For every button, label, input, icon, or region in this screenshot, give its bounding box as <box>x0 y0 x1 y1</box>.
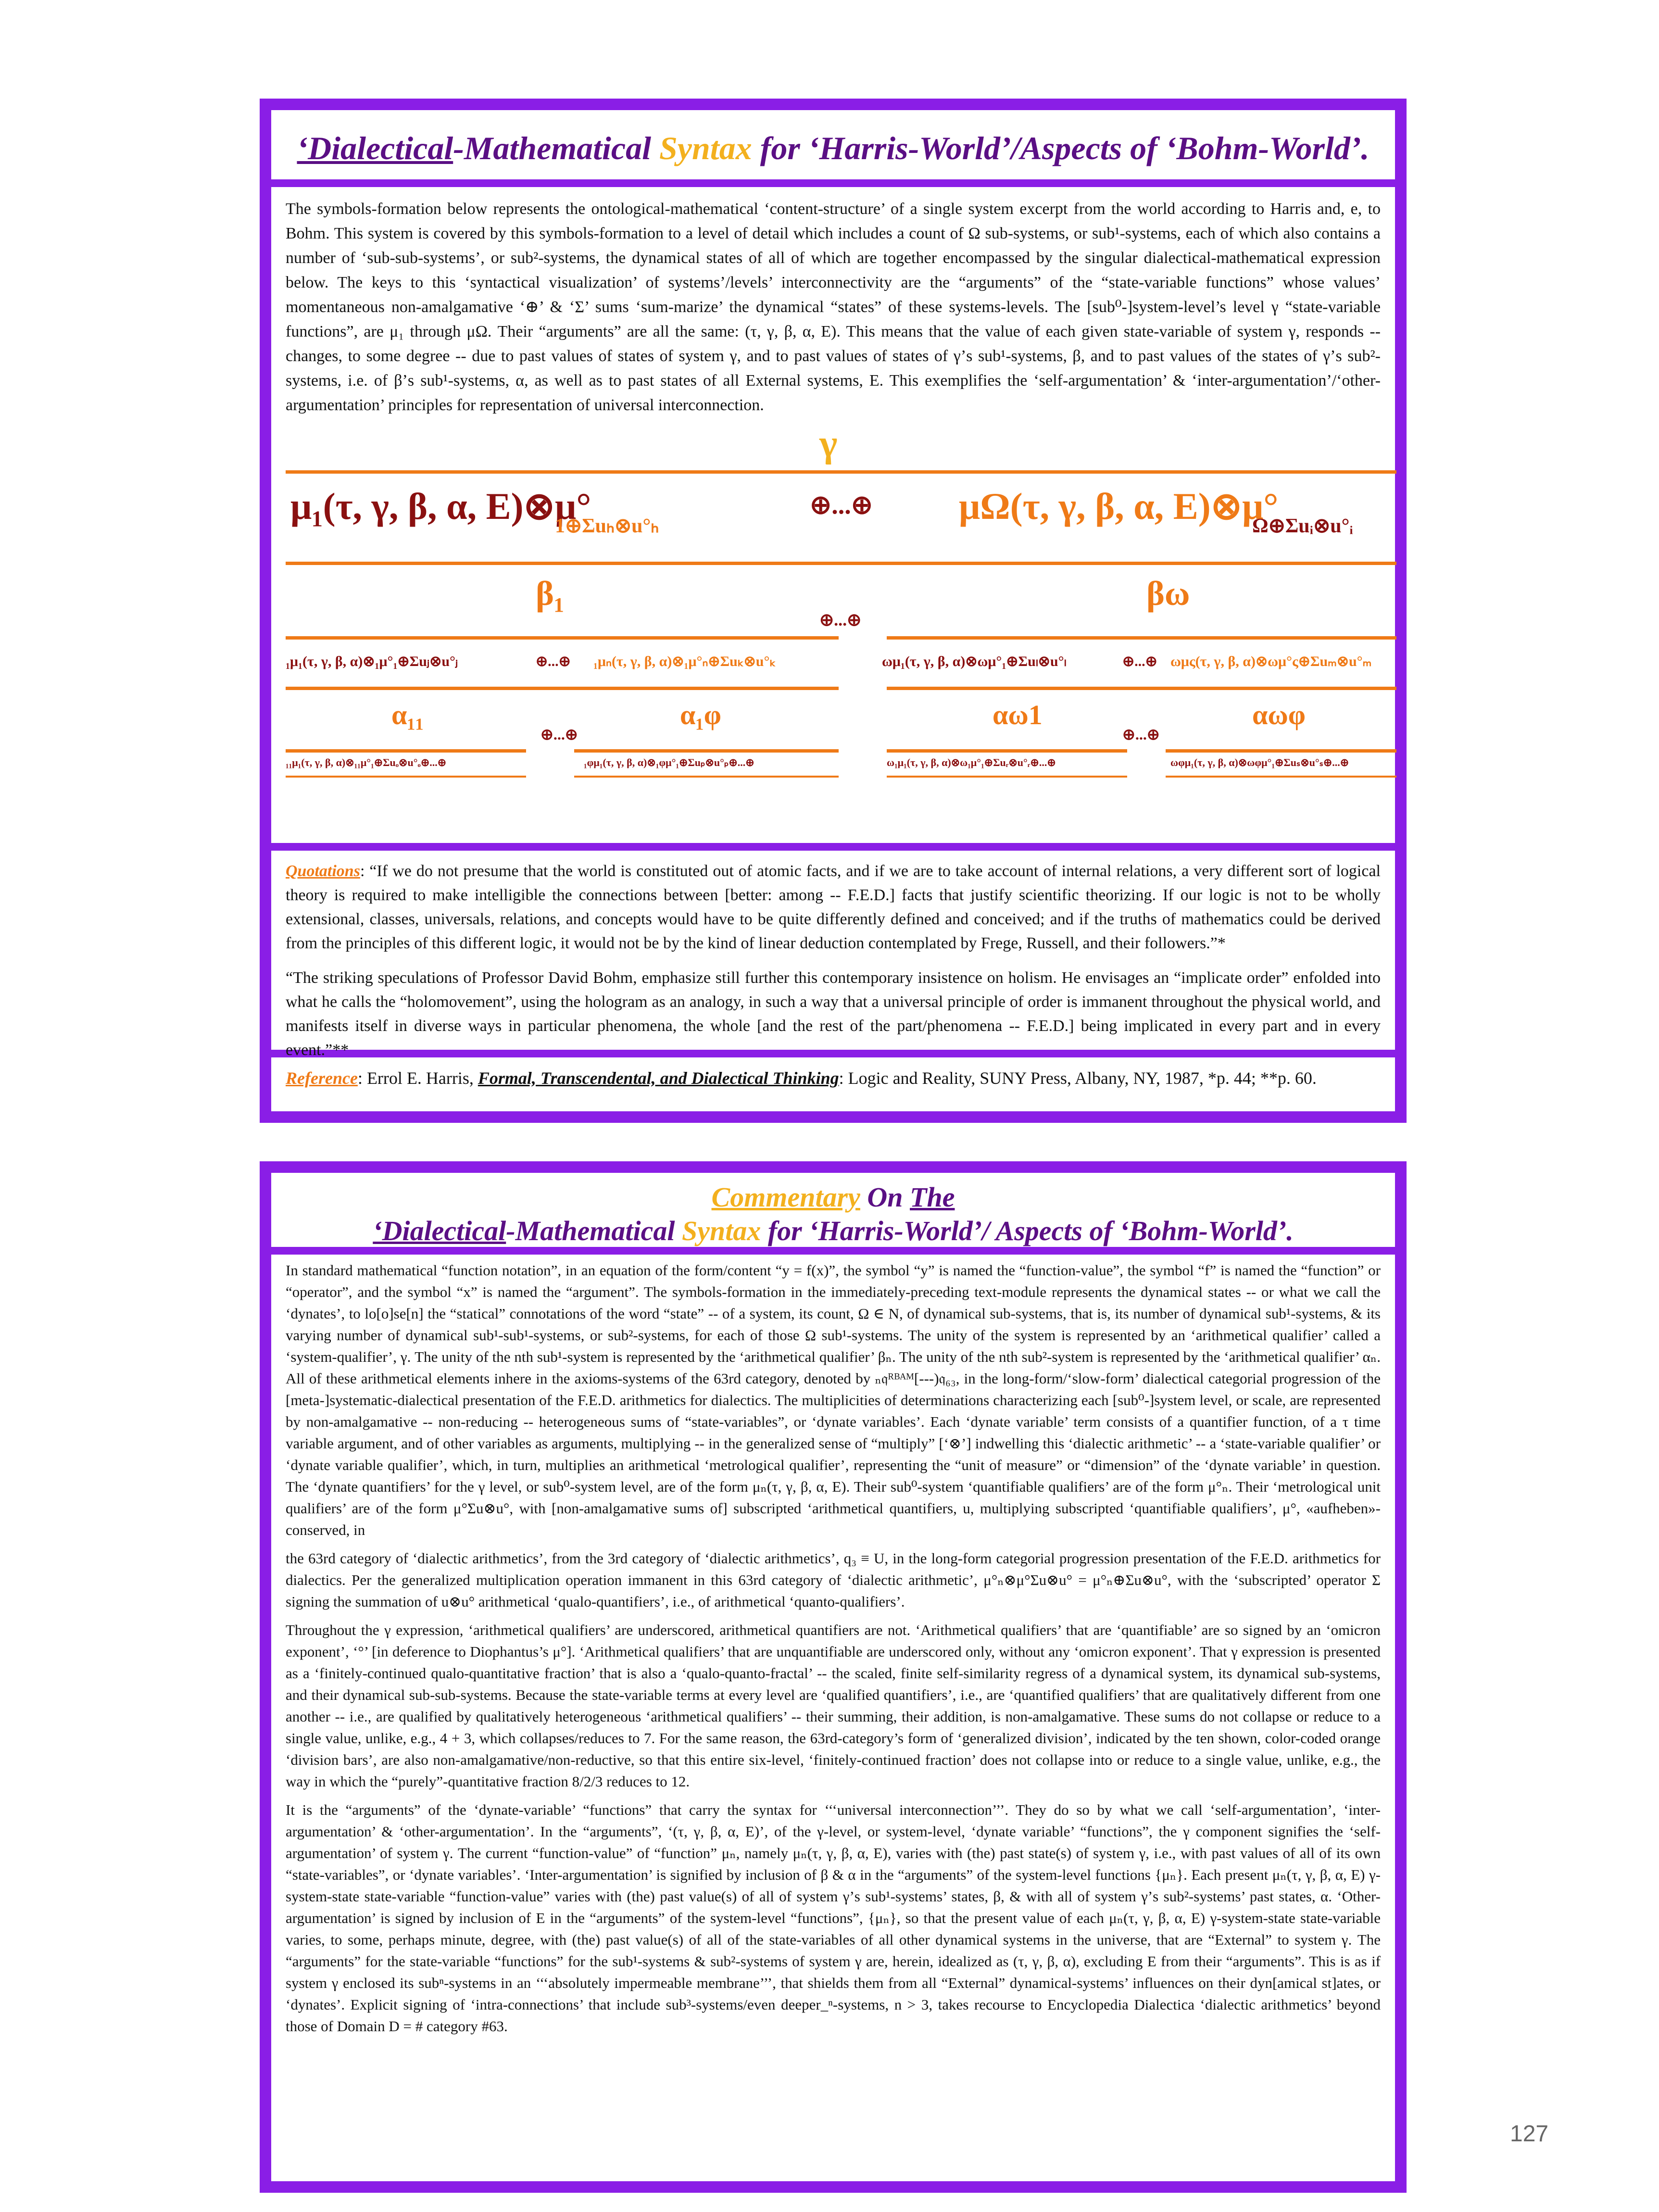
syntax-panel <box>260 99 1407 1123</box>
quote-harris-1: Quotations: “If we do not presume that the world is constituted out of atomic facts, and if we are to take account of internal relations, a very different sort of logical theory is required to make intelligible the connections between [better: among -- F.E.D.] facts that justify scientific theorizing. If our logic is not to be wholly extensional, classes, universals, relations, and concepts would have to be quite differently defined and conceived; and if the truths of mathematics could be derived from the principles of this different logic, it would not be by the kind of linear deduction contemplated by Frege, Russell, and their followers.”* <box>286 862 1381 952</box>
reference-section <box>271 1057 1395 1111</box>
division-bar-low-3 <box>887 749 1127 753</box>
alpha-11: α₁₁ <box>391 699 424 730</box>
bottom-term-1: ₁₁μ₁(τ, γ, β, α)⊗₁₁μ°₁⊕Σuₒ⊗u°ₒ⊕...⊕ <box>286 756 447 768</box>
division-bar-alpha-right <box>887 687 1396 690</box>
bottom-term-3: ω₁μ₁(τ, γ, β, α)⊗ω₁μ°₁⊕Σuᵣ⊗u°ᵣ⊕...⊕ <box>887 756 1056 768</box>
quote-harris-2: “The striking speculations of Professor David Bohm, emphasize still further this contemporary insistence on holism. He envisages an “implicate order” enfolded into what he calls the “holomovement”, using the hologram as an analogy, in such a way that a universal principle of order is immanent throughout the physical world, and manifests itself in diverse ways in particular phenomena, the whole [and the rest of the part/phenomena -- F.E.D.] being implicated in every part and in every event.”** <box>286 969 1381 1059</box>
top-left-term: μ₁(τ, γ, β, α, E)⊗μ° <box>290 485 591 527</box>
commentary-subtitle: ‘Dialectical-Mathematical Syntax for ‘Harris-World’/ Aspects of ‘Bohm-World’. <box>373 1215 1294 1246</box>
beta-mid-oplus: ⊕...⊕ <box>819 610 862 629</box>
division-bar-alpha-left <box>286 687 839 690</box>
mid-term-1: ₁μ₁(τ, γ, β, α)⊗₁μ°₁⊕Σuⱼ⊗u°ⱼ <box>286 654 458 669</box>
division-bar-mid-right <box>887 636 1396 640</box>
panel-title-section <box>271 110 1395 187</box>
commentary-panel <box>260 1161 1407 2193</box>
alpha-omegaphi: αωφ <box>1252 699 1306 730</box>
mid-term-4: ωμς(τ, γ, β, α)⊗ωμ°ς⊕Σuₘ⊗u°ₘ <box>1170 654 1372 669</box>
division-bar-low-1 <box>286 749 526 753</box>
commentary-body <box>271 1255 1395 2046</box>
division-bar-low-2 <box>574 749 839 753</box>
beta-right: βω <box>1146 574 1190 613</box>
top-left-subscript: 1⊕Σuₕ⊗u°ₕ <box>555 515 659 537</box>
beta-left: β₁ <box>536 574 565 613</box>
bottom-term-4: ωφμ₁(τ, γ, β, α)⊗ωφμ°₁⊕Σuₛ⊗u°ₛ⊕...⊕ <box>1170 756 1349 768</box>
mid-oplus-1: ⊕...⊕ <box>536 654 571 669</box>
division-bar-base-2 <box>574 776 839 778</box>
top-right-subscript: Ω⊕Σuᵢ⊗u°ᵢ <box>1252 515 1353 537</box>
commentary-para-1: In standard mathematical “function notation”, in an equation of the form/content “y = f(x)”, the symbol “y” is named the “function-value”, the symbol “f” is named the “function” or “operator”, and the symbol “x” is named the “argument”. The symbols-formation in the immediately-preceding text-module represents the dynamical states -- or what we call the ‘dynates’, to lo[o]se[n] the “statical” connotations of the word “state” -- of a system, its count, Ω ∈ N, of dynamical sub-systems, that is, its number of dynamical sub¹-systems, & its varying number of dynamical sub¹-sub¹-systems, or sub²-systems, for each of those Ω sub¹-systems. The unity of the system is represented by an ‘arithmetical qualifier’ called a ‘system-qualifier’, γ. The unity of the nth sub¹-system is represented by the ‘arithmetical qualifier’ βₙ. The unity of the nth sub²-system is represented by the ‘arithmetical qualifier’ αₙ. All of these arithmetical elements inhere in the axioms-systems of the 63rd category, denoted by ₙ𝔮ᴿᴮᴬᴹ[---)𝔮₆₃, in the long-form/‘slow-form’ dialectical categorial progression of the [meta-]systematic-dialectical presentation of the F.E.D. arithmetics for dialectics. The multiplicities of determinations characterizing each [sub⁰-]system level, or scale, are represented by non-amalgamative -- non-reducing -- heterogeneous sums of “state-variables”, or ‘dynate variables’. Each ‘dynate variable’ term consists of a quantifier function, of a τ time variable argument, and of other variables as arguments, multiplying -- in the generalized sense of “multiply” [‘⊗’] indwelling this ‘dialectic arithmetic’ -- a ‘state-variable qualifier’ or ‘dynate variable qualifier’, which, in turn, multiplies an arithmetical ‘metrological qualifier’, representing the “unit of measure” or “dimension” of the ‘dynate variable’ in question. The ‘dynate quantifiers’ for the γ level, or sub⁰-system level, are of the form μₙ(τ, γ, β, α, E). Their sub⁰-system ‘quantifiable qualifiers’ are of the form μ°ₙ. Their ‘metrological unit qualifiers’ are of the form μ°Σu⊗u°, with [non-amalgamative sums of] subscripted ‘arithmetical quantifiers, u, multiplying subscripted ‘quantifiable qualifiers’, μ°, «aufheben»-conserved, in <box>286 1262 1381 1538</box>
bottom-term-2: ₁φμ₁(τ, γ, β, α)⊗₁φμ°₁⊕Σuₚ⊗u°ₚ⊕...⊕ <box>584 756 754 768</box>
division-bar-low-4 <box>1166 749 1396 753</box>
commentary-title-section <box>271 1173 1395 1255</box>
intro-paragraph: The symbols-formation below represents the ontological-mathematical ‘content-structure’ of a single system excerpt from the world according to Harris and, e, to Bohm. This system is covered by this symbols-formation to a level of detail which includes a count of Ω sub-systems, or sub¹-systems, each of which also contains a number of ‘sub-sub-systems’, or sub²-systems, the dynamical states of all of which are together encompassed by the singular dialectical-mathematical expression below. The keys to this ‘syntactical visualization’ of systems’/levels’ interconnectivity are the “arguments” of the “state-variable functions” whose values’ momentaneous non-amalgamative ‘⊕’ & ‘Σ’ sums ‘sum-marize’ the dynamical “states” of these systems-levels. The [sub⁰-]system-level’s level γ “state-variable functions”, are μ₁ through μΩ. Their “arguments” are all the same: (τ, γ, β, α, E). This means that the value of each given state-variable of system γ, responds -- changes, to some degree -- due to past values of states of system γ, and to past values of states of γ’s sub¹-systems, β, and to past values of the states of γ’s sub²-systems, i.e. of β’s sub¹-systems, α, as well as to past states of all External systems, E. This exemplifies the ‘self-argumentation’ & ‘inter-argumentation’/‘other-argumentation’ principles for representation of universal interconnection. <box>286 200 1381 414</box>
division-bar-base-3 <box>887 776 1127 778</box>
reference-line: Reference: Errol E. Harris, Formal, Transcendental, and Dialectical Thinking: Logic and Reality, SUNY Press, Albany, NY, 1987, *p. 44; **p. 60. <box>286 1068 1317 1088</box>
alpha-1phi: α₁φ <box>680 699 721 730</box>
commentary-para-4: It is the “arguments” of the ‘dynate-variable’ “functions” that carry the syntax for ‘‘‘universal interconnection’’’. They do so by what we call ‘self-argumentation’, ‘inter-argumentation’ & ‘other-argumentation’. In the “arguments”, ‘(τ, γ, β, α, E)’, of the γ-level, or system-level, ‘dynate variable’ “functions”, the γ component signifies the ‘self-argumentation’ of system γ. The current “function-value” of “function” μₙ, namely μₙ(τ, γ, β, α, E), varies with (the) past state(s) of system γ, i.e., with past values of all of its own “state-variables”, or ‘dynate variables’. ‘Inter-argumentation’ is signified by inclusion of β & α in the “arguments” of the system-level functions {μₙ}. Each present μₙ(τ, γ, β, α, E) γ-system-state state-variable “function-value” varies with (the) past value(s) of all of system γ’s sub¹-systems’ states, β, & with all of system γ’s sub²-systems’ past states, α. ‘Other-argumentation’ is signed by inclusion of E in the “arguments” of the system-level “functions”, {μₙ}, so that the present value of each μₙ(τ, γ, β, α, E) γ-system-state state-variable varies, to some, perhaps minute, degree, with (the) past value(s) of all of the state-variables of all other dynamical systems in the universe, that are “External” to system γ. The “arguments” for the state-variable “functions” for the sub¹-systems & sub²-systems of system γ are, herein, idealized as (τ, γ, β, α), excluding E from their “arguments”. This is as if system γ enclosed its subⁿ-systems in an ‘‘‘absolutely impermeable membrane’’’, that shields them from all “External” dynamical-systems’ influences on their dyn[amical st]ates, or ‘dynates’. Explicit signing of ‘intra-connections’ that include sub³-systems/even deeper_ⁿ-systems, n > 3, takes recourse to Encyclopedia Dialectica ‘dialectic arithmetics’ beyond those of Domain D = # category #63. <box>286 1801 1381 2035</box>
alpha-omega1: αω1 <box>993 699 1043 730</box>
page-number: 127 <box>1510 2121 1549 2147</box>
panel-title: ‘Dialectical-Mathematical Syntax for ‘Harris-World’/Aspects of ‘Bohm-World’. <box>297 130 1370 166</box>
commentary-para-2: the 63rd category of ‘dialectic arithmetics’, from the 3rd category of ‘dialectic arithmetics’, q₃ ≡ U, in the long-form categorial progression presentation of the F.E.D. arithmetics for dialectics. Per the generalized multiplication operation immanent in this 63rd category of ‘dialectic arithmetic’, μ°ₙ⊗μ°Σu⊗u° = μ°ₙ⊕Σu⊗u°, with the ‘subscripted’ operator Σ signing the summation of u⊗u° arithmetical ‘qualo-quantifiers’, i.e., of arithmetical ‘quanto-qualifiers’. <box>286 1550 1381 1610</box>
gamma-symbol: γ <box>819 423 838 465</box>
top-mid-oplus: ⊕...⊕ <box>810 490 873 519</box>
syntax-diagram <box>286 417 1381 812</box>
commentary-heading: Commentary On The <box>711 1181 955 1213</box>
mid-term-3: ωμ₁(τ, γ, β, α)⊗ωμ°₁⊕Σuₗ⊗u°ₗ <box>882 654 1067 669</box>
quotations-label: Quotations <box>286 862 360 880</box>
division-bar-top <box>286 470 1396 474</box>
alpha-oplus-right: ⊕...⊕ <box>1122 726 1160 743</box>
quotations-section <box>271 851 1395 1057</box>
mid-oplus-2: ⊕...⊕ <box>1122 654 1157 669</box>
division-bar-base-1 <box>286 776 526 778</box>
top-right-term: μΩ(τ, γ, β, α, E)⊗μ° <box>959 485 1279 527</box>
commentary-para-3: Throughout the γ expression, ‘arithmetical qualifiers’ are underscored, arithmetical quantifiers are not. ‘Arithmetical qualifiers’ that are ‘quantifiable’ are so signed by an ‘omicron exponent’, ‘°’ [in deference to Diophantus’s μ°]. ‘Arithmetical qualifiers’ that are unquantifiable are underscored only, without any ‘omicron exponent’. That γ expression is presented as a ‘finitely-continued qualo-quantitative fraction’ that is also a ‘qualo-quanto-fractal’ -- the scaled, finite self-similarity regress of a dynamical system, its dynamical sub-systems, and their dynamical sub-sub-systems. Because the state-variable terms at every level are ‘qualified quantifiers’, i.e., are ‘quantified qualifiers’ that are qualitatively different from one another -- i.e., are qualified by qualitatively heterogeneous ‘arithmetical qualifiers’ -- their summing, their addition, is non-amalgamative. These sums do not collapse or reduce to a single value, unlike, e.g., 4 + 3, which collapses/reduces to 7. For the same reason, the 63rd-category’s form of ‘generalized division’, indicated by the ten shown, color-coded orange ‘division bars’, are also non-amalgamative/non-reductive, so that this entire six-level, ‘finitely-continued fraction’ does not collapse into or reduce to a single value, unlike, e.g., the way in which the “purely”-quantitative fraction 8/2/3 reduces to 12. <box>286 1621 1381 1790</box>
reference-book-title: Formal, Transcendental, and Dialectical Thinking <box>478 1068 839 1088</box>
division-bar-mid-left <box>286 636 839 640</box>
division-bar-base-4 <box>1166 776 1396 778</box>
syntax-body <box>271 187 1395 851</box>
division-bar-beta <box>286 562 1396 565</box>
mid-term-2: ₁μₙ(τ, γ, β, α)⊗₁μ°ₙ⊕Σuₖ⊗u°ₖ <box>593 654 776 669</box>
alpha-oplus-left: ⊕...⊕ <box>540 726 578 743</box>
